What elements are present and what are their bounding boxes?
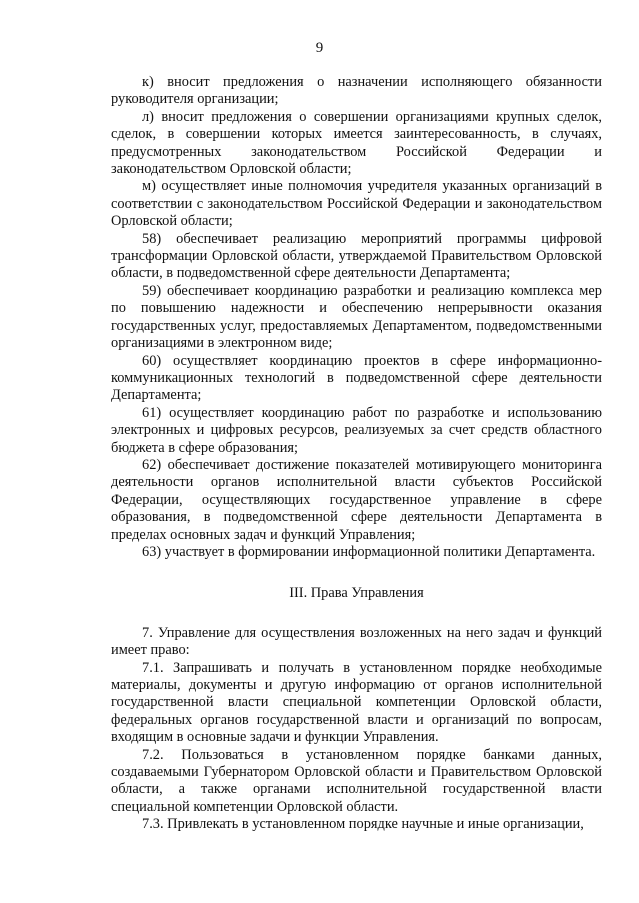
paragraph-59: 59) обеспечивает координацию разработки и реализацию комплекса мер по повышению надежности и обеспечению непрерывности оказания государственных услуг, предоставляемых Департаментом, подведомственными организациями в электронном виде; (111, 282, 602, 352)
paragraph-k: к) вносит предложения о назначении исполняющего обязанности руководителя организации; (111, 74, 602, 108)
document-body (111, 74, 602, 834)
paragraph-7-3: 7.3. Привлекать в установленном порядке научные и иные организации, (142, 816, 584, 833)
spacer (111, 603, 602, 625)
paragraph-7-1: 7.1. Запрашивать и получать в установленном порядке необходимые материалы, документы и другую информацию от органов исполнительной государственной власти специальной компетенции Орловской области, федеральных органов государственной власти и организаций по вопросам, входящим в основные задачи и функции Управления. (111, 659, 602, 746)
paragraph-62: 62) обеспечивает достижение показателей мотивирующего мониторинга деятельности органов исполнительной власти субъектов Российской Федерации, осуществляющих государственное управление в сфере образования, в подведомственной сфере деятельности Департамента в пределах основных задач и функций Управления; (111, 456, 602, 543)
paragraph-61: 61) осуществляет координацию работ по разработке и использованию электронных и цифровых ресурсов, реализуемых за счет средств областного бюджета в сфере образования; (111, 404, 602, 456)
paragraph-63: 63) участвует в формировании информационной политики Департамента. (142, 543, 596, 560)
paragraph-7-2: 7.2. Пользоваться в установленном порядке банками данных, создаваемыми Губернатором Орловской области и Правительством Орловской области, а также органами исполнительной государственной власти специальной компетенции Орловской области. (111, 746, 602, 815)
paragraph-58: 58) обеспечивает реализацию мероприятий программы цифровой трансформации Орловской области, утверждаемой Правительством Орловской области, в подведомственной сфере деятельности Департамента; (111, 230, 602, 282)
paragraph-l: л) вносит предложения о совершении организациями крупных сделок, сделок, в совершении которых имеется заинтересованность, в случаях, предусмотренных законодательством Российской Федерации и законодательством Орловской области; (111, 108, 602, 178)
page-number: 9 (315, 40, 324, 56)
paragraph-60: 60) осуществляет координацию проектов в сфере информационно-коммуникационных технологий в подведомственной сфере деятельности Департамента; (111, 352, 602, 404)
spacer (111, 561, 602, 585)
paragraph-7: 7. Управление для осуществления возложенных на него задач и функций имеет право: (111, 624, 602, 659)
paragraph-m: м) осуществляет иные полномочия учредителя указанных организаций в соответствии с законодательством Российской Федерации и законодательством Орловской области; (111, 178, 602, 230)
section-heading: III. Права Управления (289, 585, 424, 602)
